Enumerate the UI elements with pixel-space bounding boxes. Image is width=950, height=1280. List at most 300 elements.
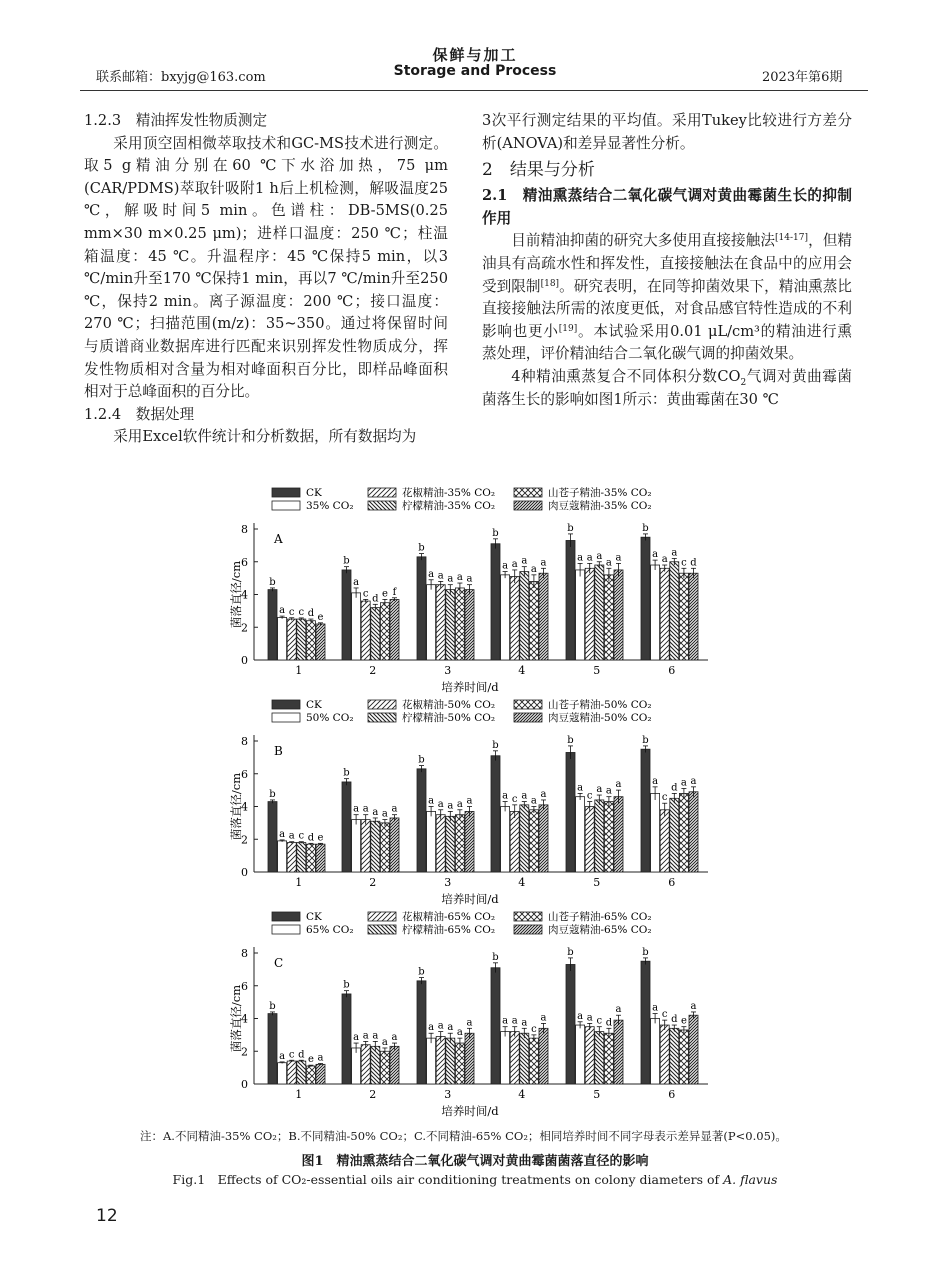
bar <box>689 792 698 872</box>
significance-label: a <box>372 1030 379 1042</box>
legend-swatch <box>368 501 396 510</box>
legend-label: 柠檬精油-50% CO₂ <box>402 712 496 724</box>
significance-label: d <box>298 1049 305 1061</box>
co2-subscript: 2 <box>740 377 747 388</box>
section-1-2-4-body: 采用Excel软件统计和分析数据，所有数据均为 <box>113 428 417 446</box>
significance-label: a <box>540 1012 547 1024</box>
significance-label: a <box>502 790 509 802</box>
bar <box>585 1027 594 1084</box>
journal-title-en: Storage and Process <box>393 63 557 79</box>
bar <box>604 575 613 660</box>
bar <box>501 807 510 873</box>
bar <box>614 797 623 872</box>
bar <box>268 1014 277 1084</box>
significance-label: a <box>466 1017 473 1029</box>
bar <box>417 981 426 1084</box>
significance-label: a <box>447 573 454 585</box>
bar <box>390 1046 399 1084</box>
significance-label: d <box>372 593 379 605</box>
left-column <box>84 110 448 449</box>
legend-label: 肉豆蔻精油-65% CO₂ <box>548 924 652 936</box>
bar <box>380 823 389 872</box>
legend-swatch <box>272 912 300 921</box>
bar <box>306 1066 315 1084</box>
significance-label: a <box>690 1000 697 1012</box>
significance-label: d <box>605 1017 613 1029</box>
significance-label: a <box>391 1032 398 1044</box>
bar <box>660 1025 669 1084</box>
significance-label: b <box>418 542 425 554</box>
significance-label: c <box>596 1015 603 1027</box>
section-1-2-4-title: 1.2.4 数据处理 <box>84 405 195 423</box>
x-tick-label: 6 <box>668 876 676 889</box>
significance-label: a <box>577 782 584 794</box>
bar <box>520 1033 529 1084</box>
bar <box>455 1043 464 1084</box>
significance-label: e <box>317 832 324 844</box>
significance-label: a <box>511 1015 518 1027</box>
bar <box>510 1032 519 1084</box>
legend-swatch <box>272 925 300 934</box>
bar <box>614 1020 623 1084</box>
bar <box>566 540 575 660</box>
right-column <box>482 110 852 411</box>
bar <box>651 793 660 872</box>
significance-label: a <box>521 1017 528 1029</box>
para1-part-d: 。本试验采用0.01 μL/cm³的精油进行熏蒸处理，评价精油结合二氧化碳气调的抑菌效果。 <box>482 322 852 363</box>
significance-label: a <box>279 1050 286 1062</box>
bar <box>651 565 660 660</box>
significance-label: b <box>567 946 574 958</box>
significance-label: b <box>567 734 574 746</box>
chart-panel-C <box>229 910 708 1118</box>
significance-label: d <box>671 1014 678 1026</box>
x-tick-label: 6 <box>668 664 676 677</box>
significance-label: f <box>392 586 397 598</box>
section-2-title: 2 结果与分析 <box>482 160 595 181</box>
x-tick-label: 4 <box>518 1088 526 1101</box>
significance-label: a <box>437 1020 444 1032</box>
bar <box>566 964 575 1084</box>
legend-swatch <box>368 912 396 921</box>
bar <box>660 568 669 660</box>
bar <box>417 769 426 872</box>
significance-label: b <box>269 788 276 800</box>
significance-label: b <box>343 767 350 779</box>
significance-label: a <box>511 558 518 570</box>
significance-label: a <box>540 788 547 800</box>
significance-label: e <box>307 1054 314 1066</box>
bar <box>371 1046 380 1084</box>
significance-label: b <box>567 522 574 534</box>
bar <box>361 601 370 660</box>
bar <box>427 811 436 872</box>
legend-label: CK <box>306 487 322 499</box>
significance-label: c <box>298 606 305 618</box>
significance-label: c <box>511 793 518 805</box>
bar <box>539 1028 548 1084</box>
bar <box>679 793 688 872</box>
bar <box>380 603 389 660</box>
bar <box>510 811 519 872</box>
bar <box>604 802 613 872</box>
x-tick-label: 5 <box>593 1088 601 1101</box>
y-tick-label: 6 <box>241 555 248 569</box>
significance-label: b <box>492 951 499 963</box>
bar <box>342 782 351 872</box>
bar <box>278 841 287 872</box>
bar <box>427 1038 436 1084</box>
bar <box>287 1061 296 1084</box>
significance-label: b <box>343 555 350 567</box>
significance-label: a <box>540 557 547 569</box>
significance-label: b <box>492 739 499 751</box>
panel-label: C <box>274 956 284 970</box>
significance-label: a <box>502 1015 509 1027</box>
legend-swatch <box>368 700 396 709</box>
significance-label: a <box>428 568 435 580</box>
bar <box>297 1061 306 1084</box>
bar <box>501 1032 510 1084</box>
significance-label: a <box>437 570 444 582</box>
bar <box>614 570 623 660</box>
bar <box>529 810 538 872</box>
significance-label: a <box>605 557 612 569</box>
significance-label: a <box>502 560 509 572</box>
significance-label: a <box>577 552 584 564</box>
citation-14-17: [14-17] <box>775 233 808 244</box>
bar <box>501 575 510 660</box>
significance-label: a <box>586 552 593 564</box>
bar <box>436 1037 445 1084</box>
bar <box>595 800 604 872</box>
bar <box>491 756 500 872</box>
bar <box>268 802 277 872</box>
legend-label: 肉豆蔻精油-35% CO₂ <box>548 500 652 512</box>
y-tick-label: 0 <box>241 654 248 667</box>
bar <box>641 537 650 660</box>
significance-label: a <box>279 828 286 840</box>
significance-label: a <box>466 573 473 585</box>
page-number: 12 <box>96 1206 118 1226</box>
y-tick-label: 2 <box>241 1045 248 1059</box>
bar <box>316 844 325 872</box>
x-tick-label: 1 <box>295 664 303 677</box>
caption-en-text: Fig.1 Effects of CO₂-essential oils air conditioning treatments on colony diameters of <box>172 1172 724 1187</box>
bar <box>604 1033 613 1084</box>
x-tick-label: 2 <box>369 664 377 677</box>
x-tick-label: 4 <box>518 876 526 889</box>
x-axis-title: 培养时间/d <box>441 680 499 694</box>
y-axis-title: 菌落直径/cm <box>229 984 243 1053</box>
significance-label: a <box>353 1032 360 1044</box>
significance-label: a <box>652 549 659 561</box>
y-tick-label: 0 <box>241 866 248 879</box>
significance-label: a <box>652 775 659 787</box>
bar <box>689 1015 698 1084</box>
significance-label: a <box>530 795 537 807</box>
significance-label: a <box>353 576 360 588</box>
significance-label: e <box>317 611 324 623</box>
significance-label: a <box>615 552 622 564</box>
legend-label: 山苍子精油-35% CO₂ <box>548 487 652 499</box>
bar <box>651 1019 660 1085</box>
bar <box>465 590 474 660</box>
panel-label: B <box>274 744 283 758</box>
legend-swatch <box>272 713 300 722</box>
x-tick-label: 3 <box>444 1088 452 1101</box>
legend-swatch <box>514 713 542 722</box>
significance-label: a <box>279 605 286 617</box>
bar <box>520 805 529 872</box>
significance-label: c <box>681 557 687 569</box>
y-tick-label: 8 <box>241 735 248 748</box>
y-tick-label: 4 <box>241 588 248 602</box>
bar <box>361 820 370 872</box>
bar <box>316 624 325 660</box>
significance-label: a <box>596 784 603 796</box>
y-tick-label: 4 <box>241 800 248 814</box>
bar <box>371 821 380 872</box>
y-tick-label: 6 <box>241 979 248 993</box>
x-tick-label: 1 <box>295 876 303 889</box>
y-tick-label: 8 <box>241 523 248 536</box>
significance-label: a <box>671 547 678 559</box>
journal-title-cn: 保鲜与加工 <box>432 46 518 64</box>
significance-label: b <box>418 754 425 766</box>
bar <box>576 1025 585 1084</box>
bar <box>446 816 455 872</box>
significance-label: c <box>298 830 305 842</box>
bar <box>417 557 426 660</box>
figure-1-colony-diameter <box>0 484 950 1124</box>
significance-label: a <box>456 798 463 810</box>
figure-caption-cn: 图1 精油熏蒸结合二氧化碳气调对黄曲霉菌菌落直径的影响 <box>301 1154 649 1169</box>
y-axis-title: 菌落直径/cm <box>229 560 243 629</box>
legend-swatch <box>272 501 300 510</box>
bar <box>352 1048 361 1084</box>
bar <box>689 573 698 660</box>
bar <box>278 617 287 660</box>
bar <box>436 815 445 872</box>
significance-label: a <box>521 555 528 567</box>
para2-part-a: 4种精油熏蒸复合不同体积分数CO <box>511 367 741 385</box>
bar <box>641 961 650 1084</box>
significance-label: a <box>690 775 697 787</box>
legend-swatch <box>514 488 542 497</box>
significance-label: d <box>690 557 697 569</box>
para1-part-b: ，但精油具有高疏水性和挥发性，直接接触法在食品中的应用会受到限制 <box>482 232 852 295</box>
legend-label: 柠檬精油-65% CO₂ <box>402 924 496 936</box>
legend-swatch <box>272 700 300 709</box>
bar <box>585 807 594 873</box>
bar <box>306 844 315 872</box>
legend-label: CK <box>306 699 322 711</box>
significance-label: d <box>671 782 678 794</box>
significance-label: a <box>428 795 435 807</box>
bar <box>297 843 306 872</box>
right-continued-text: 3次平行测定结果的平均值。采用Tukey比较进行方差分析(ANOVA)和差异显著性分析。 <box>482 112 852 152</box>
legend-swatch <box>368 488 396 497</box>
legend-label: 35% CO₂ <box>306 500 354 512</box>
significance-label: c <box>531 1023 537 1035</box>
bar <box>510 576 519 660</box>
bar <box>287 843 296 872</box>
y-tick-label: 4 <box>241 1012 248 1026</box>
significance-label: b <box>642 522 649 534</box>
x-tick-label: 3 <box>444 664 452 677</box>
bar <box>342 994 351 1084</box>
legend-label: 花椒精油-35% CO₂ <box>402 487 496 499</box>
significance-label: b <box>418 966 425 978</box>
para2-part-b: 气调对黄曲霉菌菌落生长的影响如图1所示：黄曲霉菌在30 ℃ <box>482 367 852 408</box>
significance-label: a <box>661 554 668 566</box>
bar <box>670 798 679 872</box>
significance-label: a <box>428 1022 435 1034</box>
bar <box>670 1028 679 1084</box>
legend-label: 50% CO₂ <box>306 712 354 724</box>
bar <box>529 1038 538 1084</box>
significance-label: a <box>391 803 398 815</box>
bar <box>539 573 548 660</box>
chart-panel-A <box>229 486 708 694</box>
bar <box>679 573 688 660</box>
significance-label: e <box>381 588 388 600</box>
significance-label: a <box>456 572 463 584</box>
bar <box>446 590 455 660</box>
citation-19: [19] <box>558 323 578 334</box>
bar <box>455 588 464 660</box>
bar <box>316 1064 325 1084</box>
figure-note: 注：A.不同精油-35% CO₂；B.不同精油-50% CO₂；C.不同精油-65% CO₂；相同培养时间不同字母表示差异显著(P<0.05)。 <box>140 1129 787 1143</box>
section-1-2-3-title: 1.2.3 精油挥发性物质测定 <box>84 112 268 129</box>
bar <box>268 590 277 660</box>
x-tick-label: 6 <box>668 1088 676 1101</box>
section-2-1-para-1 <box>482 230 852 366</box>
significance-label: c <box>661 1009 668 1021</box>
bar <box>465 1033 474 1084</box>
significance-label: a <box>353 803 360 815</box>
significance-label: a <box>447 800 454 812</box>
bar <box>380 1051 389 1084</box>
legend-label: 柠檬精油-35% CO₂ <box>402 500 496 512</box>
x-tick-label: 2 <box>369 1088 377 1101</box>
bar <box>539 805 548 872</box>
significance-label: a <box>652 1002 659 1014</box>
bar <box>491 544 500 660</box>
bar <box>595 1032 604 1084</box>
y-tick-label: 0 <box>241 1078 248 1091</box>
legend-swatch <box>514 912 542 921</box>
legend-swatch <box>368 925 396 934</box>
significance-label: a <box>288 830 295 842</box>
significance-label: a <box>596 550 603 562</box>
bar <box>529 581 538 660</box>
significance-label: c <box>288 1049 295 1061</box>
significance-label: a <box>530 563 537 575</box>
x-tick-label: 3 <box>444 876 452 889</box>
significance-label: a <box>605 785 612 797</box>
significance-label: a <box>456 1027 463 1039</box>
legend-label: 花椒精油-65% CO₂ <box>402 911 496 923</box>
significance-label: a <box>437 798 444 810</box>
caption-en-species: A. flavus <box>723 1172 778 1187</box>
significance-label: c <box>362 588 369 600</box>
significance-label: a <box>362 1030 369 1042</box>
bar <box>352 820 361 872</box>
x-tick-label: 4 <box>518 664 526 677</box>
significance-label: a <box>615 779 622 791</box>
significance-label: a <box>521 790 528 802</box>
citation-18: [18] <box>540 278 560 289</box>
panel-label: A <box>274 532 283 546</box>
bar <box>566 752 575 872</box>
bar <box>595 565 604 660</box>
figure-caption-en <box>0 1170 950 1188</box>
bar <box>390 818 399 872</box>
x-axis-title: 培养时间/d <box>441 892 499 906</box>
significance-label: a <box>381 1036 388 1048</box>
bar <box>306 621 315 660</box>
significance-label: c <box>288 606 295 618</box>
legend-swatch <box>368 713 396 722</box>
legend-label: CK <box>306 911 322 923</box>
x-tick-label: 1 <box>295 1088 303 1101</box>
bar <box>352 593 361 660</box>
significance-label: b <box>642 734 649 746</box>
legend-swatch <box>514 925 542 934</box>
significance-label: d <box>307 832 315 844</box>
bar <box>427 585 436 660</box>
x-axis-title: 培养时间/d <box>441 1104 499 1118</box>
bar <box>297 619 306 660</box>
bar <box>455 815 464 872</box>
legend-label: 65% CO₂ <box>306 924 354 936</box>
bar <box>361 1045 370 1084</box>
y-tick-label: 2 <box>241 833 248 847</box>
significance-label: a <box>447 1022 454 1034</box>
bar <box>585 568 594 660</box>
bar <box>287 619 296 660</box>
para1-part-a: 目前精油抑菌的研究大多使用直接接触法 <box>511 232 776 250</box>
bar <box>371 608 380 660</box>
bar <box>520 572 529 660</box>
para1-part-c: 。研究表明，在同等抑菌效果下，精油熏蒸比直接接触法所需的浓度更低，对食品感官特性造成的不利影响也更小 <box>482 277 852 340</box>
section-2-1-para-2 <box>482 366 852 411</box>
bar <box>660 810 669 872</box>
x-tick-label: 5 <box>593 664 601 677</box>
legend-label: 肉豆蔻精油-50% CO₂ <box>548 712 652 724</box>
x-tick-label: 2 <box>369 876 377 889</box>
bar <box>436 585 445 660</box>
header-issue: 2023年第6期 <box>762 70 843 85</box>
significance-label: b <box>269 576 276 588</box>
legend-label: 花椒精油-50% CO₂ <box>402 699 496 711</box>
header-email: 联系邮箱：bxyjg@163.com <box>96 70 266 85</box>
significance-label: a <box>577 1010 584 1022</box>
bar <box>679 1030 688 1084</box>
y-axis-title: 菌落直径/cm <box>229 772 243 841</box>
chart-panel-B <box>229 698 708 906</box>
significance-label: a <box>586 1012 593 1024</box>
significance-label: b <box>269 1000 276 1012</box>
y-tick-label: 6 <box>241 767 248 781</box>
header-rule <box>80 90 868 91</box>
legend-label: 山苍子精油-65% CO₂ <box>548 911 652 923</box>
significance-label: a <box>466 795 473 807</box>
bar <box>491 968 500 1084</box>
legend-swatch <box>272 488 300 497</box>
